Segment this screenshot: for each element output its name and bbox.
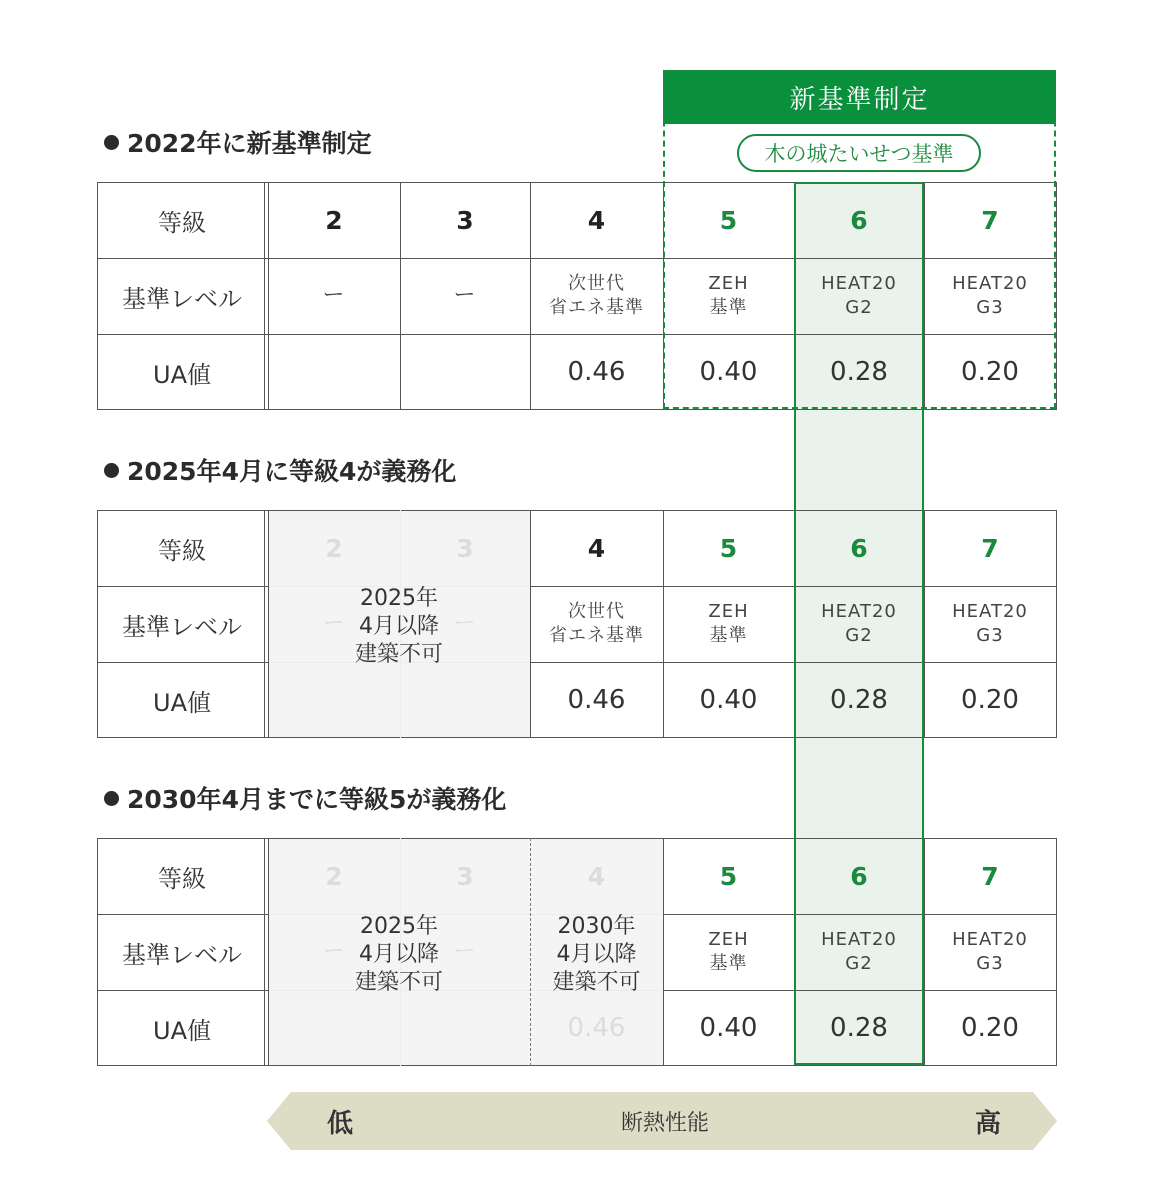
level-grade-7: HEAT20 G3	[952, 273, 1028, 318]
ban-text-2025: 2025年 4月以降 建築不可	[354, 586, 443, 667]
level-grade-2: ー	[322, 283, 346, 308]
ua-grade-3	[400, 334, 530, 410]
grade-6: 6	[850, 861, 868, 891]
ua-grade-5: 0.40	[699, 1013, 758, 1043]
level-grade-3: ー	[453, 939, 477, 964]
level-grade-2: ー	[322, 939, 346, 964]
section-1-heading: 2022年に新基準制定	[104, 129, 372, 159]
ua-grade-6: 0.28	[830, 1013, 888, 1043]
level-grade-6: HEAT20 G2	[821, 601, 897, 646]
row-label-level: 基準レベル	[122, 940, 242, 969]
section-2-heading: 2025年4月に等級4が義務化	[104, 457, 456, 487]
row-label-level: 基準レベル	[122, 284, 242, 313]
new-standard-frame	[663, 70, 1056, 409]
level-grade-2: ー	[322, 611, 346, 636]
level-grade-7: HEAT20 G3	[952, 929, 1028, 974]
grade-3: 3	[456, 205, 474, 235]
grade-4: 4	[587, 861, 606, 891]
grade-2: 2	[325, 205, 343, 235]
level-grade-5: ZEH 基準	[708, 929, 749, 974]
row-label-grade: 等級	[158, 208, 206, 237]
ua-grade-6: 0.28	[830, 685, 888, 715]
ua-grade-5: 0.40	[699, 685, 758, 715]
grade-5: 5	[719, 533, 738, 563]
ua-grade-7: 0.20	[961, 357, 1019, 387]
ban-text-2025: 2025年 4月以降 建築不可	[354, 914, 443, 995]
row-label-grade: 等級	[158, 864, 206, 893]
ua-grade-7: 0.20	[961, 1013, 1019, 1043]
ua-grade-2	[268, 334, 400, 410]
level-grade-5: ZEH 基準	[708, 273, 749, 318]
ua-grade-7: 0.20	[961, 685, 1019, 715]
section-3-heading: 2030年4月までに等級5が義務化	[104, 785, 506, 815]
bullet-icon	[104, 135, 119, 150]
row-label-ua: UA値	[153, 688, 211, 717]
grade-2: 2	[325, 533, 343, 563]
row-label-level: 基準レベル	[122, 612, 242, 641]
row-label-grade: 等級	[158, 536, 206, 565]
ban-text-2030: 2030年 4月以降 建築不可	[552, 914, 641, 995]
grade-7: 7	[981, 533, 999, 563]
level-grade-3: ー	[453, 283, 477, 308]
new-standard-header: 新基準制定	[663, 70, 1056, 124]
row-label-ua: UA値	[153, 360, 211, 389]
grade-4: 4	[587, 205, 606, 235]
ua-grade-4: 0.46	[567, 685, 626, 715]
grade-3: 3	[456, 861, 474, 891]
ua-grade-4: 0.46	[567, 1013, 626, 1043]
level-grade-4: 次世代 省エネ基準	[549, 273, 644, 318]
grade-3: 3	[456, 533, 474, 563]
ua-grade-5: 0.40	[699, 357, 758, 387]
level-grade-7: HEAT20 G3	[952, 601, 1028, 646]
grade-6: 6	[850, 533, 868, 563]
bullet-icon	[104, 463, 119, 478]
bullet-icon	[104, 791, 119, 806]
ua-grade-4: 0.46	[567, 357, 626, 387]
grade-4: 4	[587, 533, 606, 563]
arrow-label-performance: 断熱性能	[620, 1110, 709, 1136]
grade-2: 2	[325, 861, 343, 891]
grade-5: 5	[719, 205, 738, 235]
row-label-ua: UA値	[153, 1016, 211, 1045]
level-grade-6: HEAT20 G2	[821, 273, 897, 318]
level-grade-5: ZEH 基準	[708, 601, 749, 646]
wood-castle-standard-badge: 木の城たいせつ基準	[737, 134, 981, 172]
grade-7: 7	[981, 205, 999, 235]
grade-7: 7	[981, 861, 999, 891]
level-grade-3: ー	[453, 611, 477, 636]
ua-grade-6: 0.28	[830, 357, 888, 387]
grade-5: 5	[719, 861, 738, 891]
arrow-label-low: 低	[326, 1108, 353, 1139]
arrow-label-high: 高	[974, 1108, 1001, 1139]
grade-6: 6	[850, 205, 868, 235]
level-grade-4: 次世代 省エネ基準	[549, 601, 644, 646]
level-grade-6: HEAT20 G2	[821, 929, 897, 974]
